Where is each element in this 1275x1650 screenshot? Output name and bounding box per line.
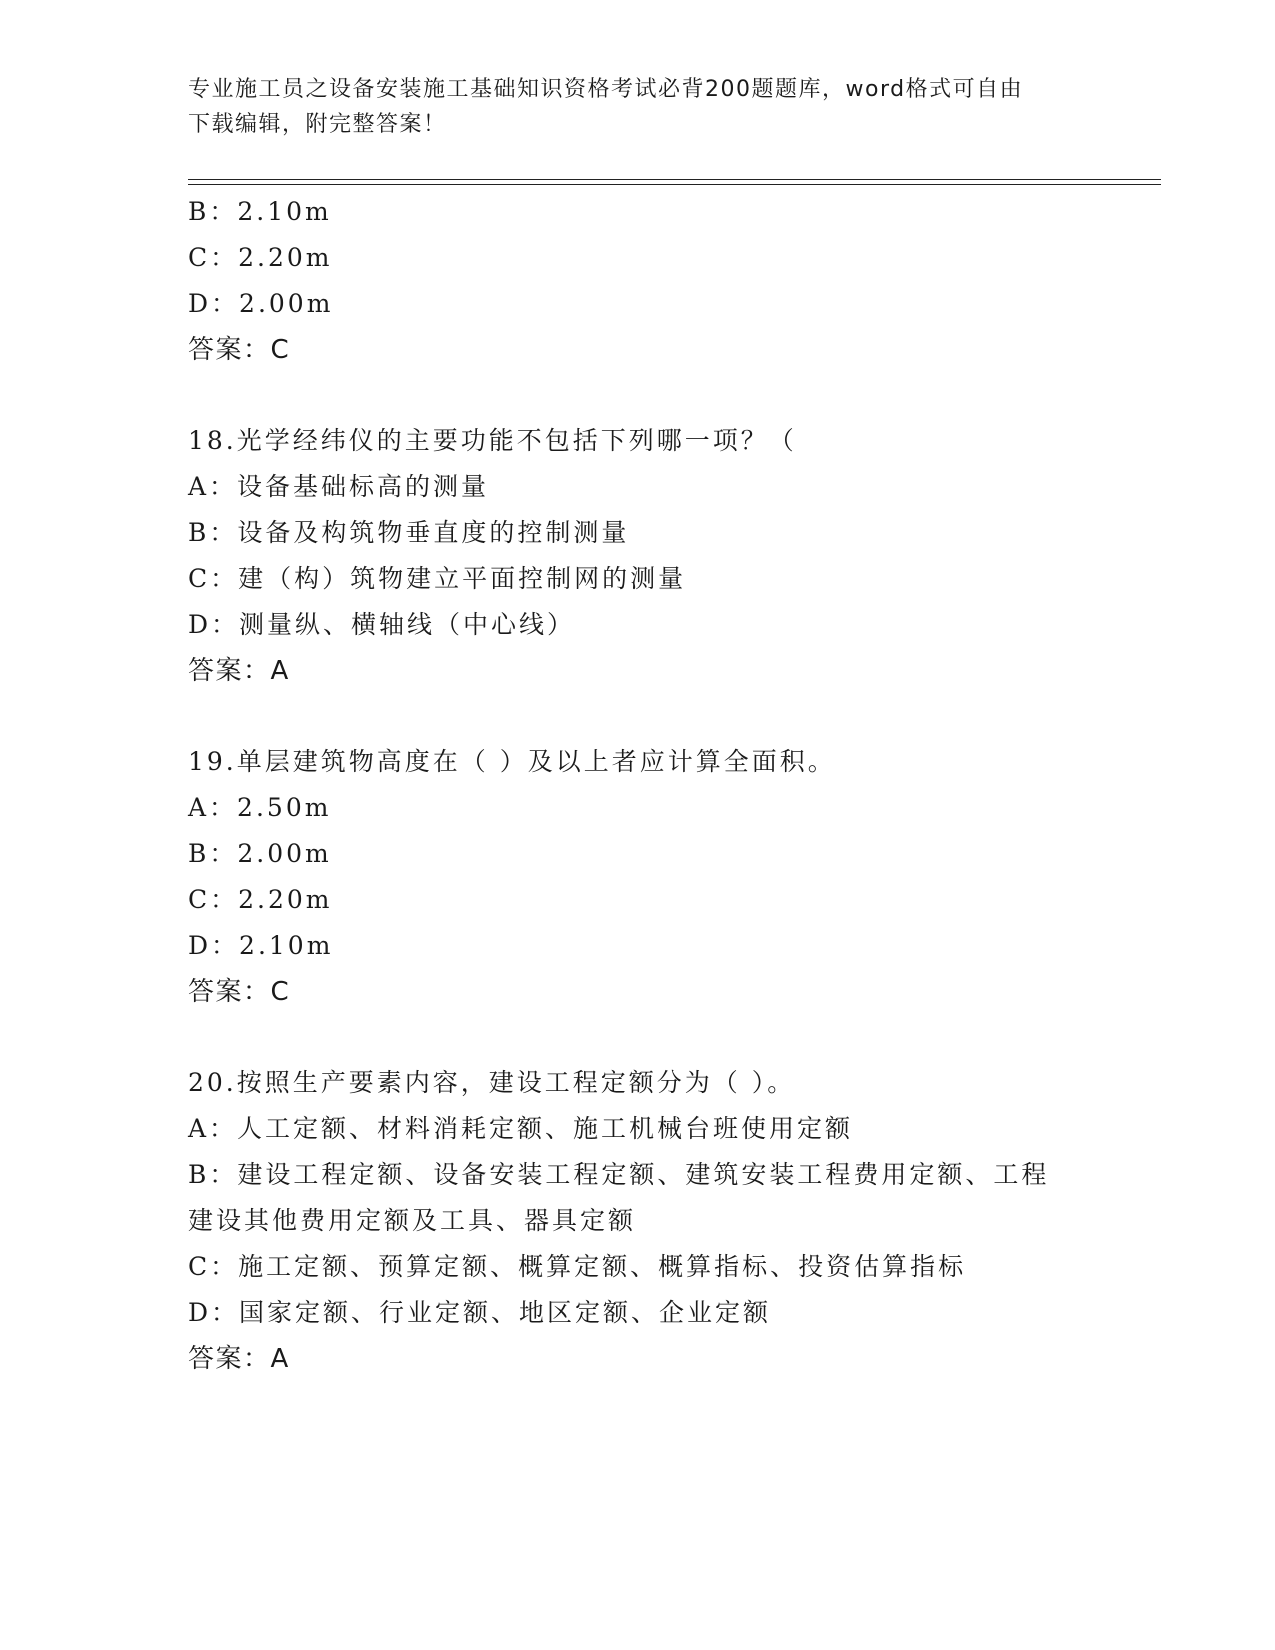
option-b: B：2.00m: [188, 839, 332, 868]
option-d: D：2.00m: [188, 289, 334, 318]
spacer: [188, 1015, 1128, 1060]
option-b: B：设备及构筑物垂直度的控制测量: [188, 518, 630, 547]
option-d: D：国家定额、行业定额、地区定额、企业定额: [188, 1298, 772, 1327]
header-line-2: 下载编辑，附完整答案！: [188, 112, 447, 137]
spacer: [188, 373, 1128, 418]
answer: 答案：C: [188, 335, 291, 365]
answer: 答案：C: [188, 977, 291, 1007]
option-b: B：2.10m: [188, 197, 332, 226]
document-header: [188, 72, 1088, 142]
option-c: C：2.20m: [188, 243, 333, 272]
option-c: C：2.20m: [188, 885, 333, 914]
answer: 答案：A: [188, 656, 290, 686]
option-c: C：建（构）筑物建立平面控制网的测量: [188, 564, 687, 593]
question-stem: 20.按照生产要素内容，建设工程定额分为（ ）。: [188, 1068, 796, 1097]
question-list: [188, 189, 1128, 1382]
option-a: A：2.50m: [188, 793, 332, 822]
option-d: D：测量纵、横轴线（中心线）: [188, 610, 576, 639]
header-line-1: 专业施工员之设备安装施工基础知识资格考试必背200题题库，word格式可自由: [188, 77, 1024, 102]
option-b-continued: 建设其他费用定额及工具、器具定额: [188, 1206, 637, 1235]
option-a: A：设备基础标高的测量: [188, 472, 490, 501]
option-c: C：施工定额、预算定额、概算定额、概算指标、投资估算指标: [188, 1252, 967, 1281]
question-20: [188, 1060, 1128, 1382]
question-19: [188, 739, 1128, 1015]
question-18: [188, 418, 1128, 694]
question-stem: 18.光学经纬仪的主要功能不包括下列哪一项？（: [188, 426, 797, 455]
spacer: [188, 694, 1128, 739]
header-divider-top: [188, 179, 1161, 180]
question-17-tail: [188, 189, 1128, 373]
question-stem: 19.单层建筑物高度在（ ）及以上者应计算全面积。: [188, 747, 836, 776]
option-a: A：人工定额、材料消耗定额、施工机械台班使用定额: [188, 1114, 854, 1143]
header-divider-bottom: [188, 184, 1161, 185]
answer: 答案：A: [188, 1344, 290, 1374]
option-b: B：建设工程定额、设备安装工程定额、建筑安装工程费用定额、工程: [188, 1160, 1050, 1189]
option-d: D：2.10m: [188, 931, 334, 960]
